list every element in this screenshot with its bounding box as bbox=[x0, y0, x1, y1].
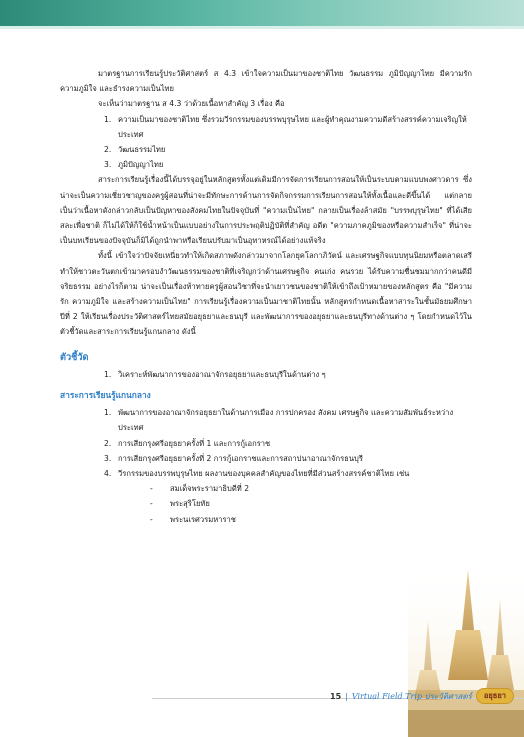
page-number: 15 bbox=[330, 691, 342, 701]
intro-paragraph-content: จะเห็นว่ามาตรฐาน ส 4.3 ว่าด้วยเนื้อหาสำคัญ 3 เรื่อง คือ bbox=[98, 99, 285, 109]
temple-illustration bbox=[408, 560, 524, 737]
list-item: 2. การเสียกรุงศรีอยุธยาครั้งที่ 1 และการกู้เอกราช bbox=[104, 438, 271, 448]
top-color-band bbox=[0, 0, 524, 26]
hero-sub-list bbox=[60, 481, 472, 527]
core-content-list bbox=[60, 405, 472, 481]
content-topic-list bbox=[60, 112, 472, 173]
sub-list-item: - พระนเรศวรมหาราช bbox=[150, 514, 236, 524]
body-paragraph-globalization: ทั้งนี้ เข้าใจว่าปัจจัยเหนี่ยวทำให้เกิดสภาพดังกล่าวมาจากโลกยุคโลกาภิวัตน์ และเศรษฐกิจแบบทุนนิยมหรือตลาดเสรี ทำให้ชาวตะวันตกเข้ามาครอบงำวัฒนธรรมของชาติที่เจริญกว่าด้านเศรษฐกิจ คนเก่ง คนรวย ได้รับความชื่นชมมากกว่าคนดีมีจริยธรรม อย่างไรก็ตาม น่าจะเป็นเรื่องท้าทายครูผู้สอนวิชาที่จะนำเยาวชนของชาติให้เข้าถึงเป้าหมายของหลักสูตร คือ "มีความรัก ความภูมิใจ และสร้างความเป็นไทย" การเรียนรู้เรื่องความเป็นมาชาติไทยนั้น หลักสูตรกำหนดเนื้อหาสาระในชั้นมัธยมศึกษาปีที่ 2 ให้เรียนเรื่องประวัติศาสตร์ไทยสมัยอยุธยาและธนบุรี และพัฒนาการของอยุธยาและธนบุรีทางด้านต่าง ๆ โดยกำหนดไว้ในตัวชี้วัดและสาระการเรียนรู้แกนกลาง ดังนี้ bbox=[60, 251, 472, 337]
chapter-tag-badge: อยุธยา bbox=[476, 688, 514, 704]
list-item: 4. วีรกรรมของบรรพบุรุษไทย ผลงานของบุคคลสำคัญของไทยที่มีส่วนสร้างสรรค์ชาติไทย เช่น bbox=[104, 469, 410, 479]
footer-separator: | bbox=[345, 691, 348, 701]
page-footer bbox=[330, 688, 514, 704]
core-content-heading: สาระการเรียนรู้แกนกลาง bbox=[60, 390, 151, 401]
document-body bbox=[60, 66, 472, 527]
list-item: 1. พัฒนาการของอาณาจักรอยุธยาในด้านการเมือง การปกครอง สังคม เศรษฐกิจ และความสัมพันธ์ระหว่างประเทศ bbox=[104, 408, 454, 433]
body-paragraph-curriculum: สาระการเรียนรู้เรื่องนี้ได้บรรจุอยู่ในหลักสูตรทั้งแต่เดิมมีการจัดการเรียนการสอนให้เป็นระบบตามแบบพงศาวดาร ซึ่งน่าจะเป็นความเชี่ยวชาญของครูผู้สอนที่น่าจะมีทักษะการด้านการจัดกิจกรรมการเรียนการสอนให้ทั้งเนื้อและดีขึ้นได้ แต่กลายเป็นว่าเนื้อหาดังกล่าวกลับเป็นปัญหาของสังคมไทยในปัจจุบันที่ "ความเป็นไทย" กลายเป็นเรื่องล้าสมัย "บรรพบุรุษไทย" ที่ได้เสียสละเพื่อชาติ ก็ไม่ได้ให้ก็ใช้น้ำหน้าเป็นแบบอย่างในการประพฤติปฏิบัติที่สำคัญ อดีต "ความภาคภูมิของหรือความสำเร็จ" ที่น่าจะเป็นบทเรียนของปัจจุบันก็มิได้ถูกนำพาหรือเรียนปรับมาเป็นอุทาหรณ์ได้อย่างแท้จริง bbox=[60, 175, 472, 246]
intro-paragraph-standard: มาตรฐานการเรียนรู้ประวัติศาสตร์ ส 4.3 เข้าใจความเป็นมาของชาติไทย วัฒนธรรม ภูมิปัญญาไทย มีความรัก ความภูมิใจ และธำรงความเป็นไทย bbox=[60, 69, 472, 94]
list-item: 1. ความเป็นมาของชาติไทย ซึ่งรวมวีรกรรมของบรรพบุรุษไทย และผู้ทำคุณงามความดีสร้างสรรค์ความเจริญให้ประเทศ bbox=[104, 114, 467, 139]
indicator-heading: ตัวชี้วัด bbox=[60, 351, 89, 363]
indicator-item: 1. วิเคราะห์พัฒนาการของอาณาจักรอยุธยาและธนบุรีในด้านต่าง ๆ bbox=[104, 369, 326, 379]
list-item: 2. วัฒนธรรมไทย bbox=[104, 145, 166, 155]
sub-list-item: - พระสุริโยทัย bbox=[150, 499, 210, 509]
footer-title: Virtual Field Trip ประวัติศาสตร์ bbox=[351, 691, 472, 701]
sub-list-item: - สมเด็จพระรามาธิบดีที่ 2 bbox=[150, 484, 250, 494]
list-item: 3. การเสียกรุงศรีอยุธยาครั้งที่ 2 การกู้เอกราชและการสถาปนาอาณาจักรธนบุรี bbox=[104, 453, 363, 463]
list-item: 3. ภูมิปัญญาไทย bbox=[104, 160, 164, 170]
